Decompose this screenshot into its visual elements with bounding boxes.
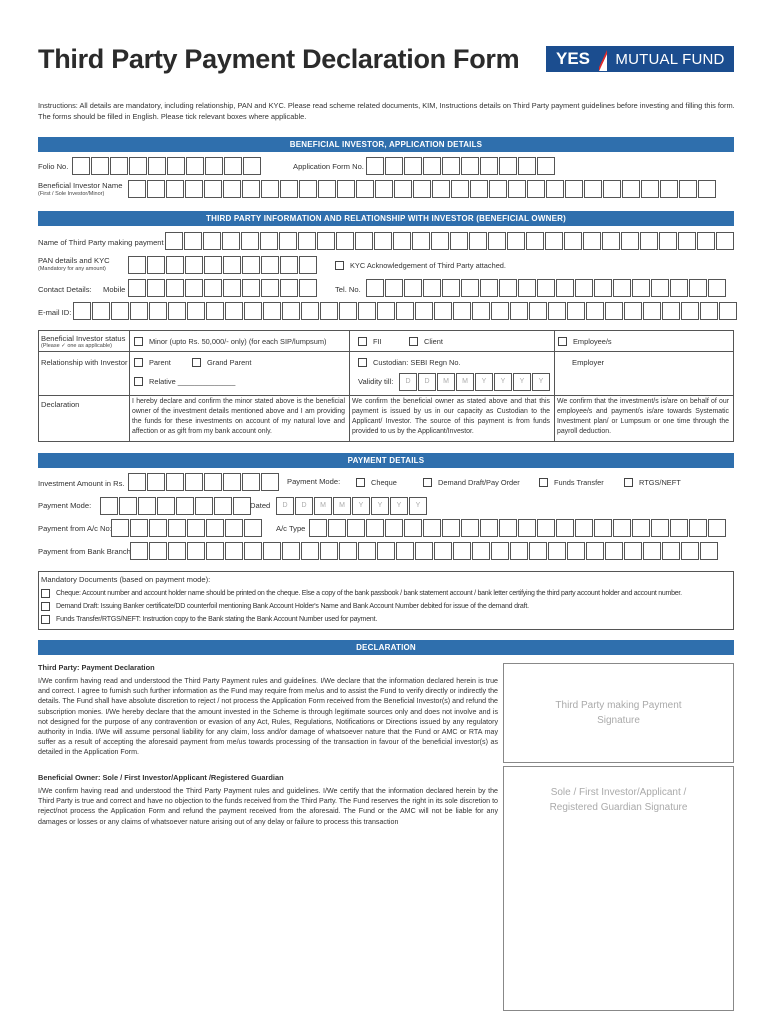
doc-dd-text: Demand Draft: Issuing Banker certificate/DD counterfoil mentioning Bank Account Holder's Name and Bank Account Number debited for issue of the demand draft. bbox=[56, 603, 529, 610]
yes-mutual-fund-logo bbox=[546, 46, 734, 72]
funds-transfer-label: Funds Transfer bbox=[554, 478, 604, 487]
date-char-box[interactable]: M bbox=[333, 497, 351, 515]
mode2-label: Payment Mode: bbox=[38, 501, 92, 510]
from-ac-input[interactable] bbox=[111, 519, 263, 537]
logo-slash-icon bbox=[599, 47, 607, 71]
checkbox-icon[interactable] bbox=[558, 337, 567, 346]
grand-parent-label: Grand Parent bbox=[207, 358, 252, 367]
validity-label: Validity till: bbox=[358, 377, 394, 386]
section-third-party: THIRD PARTY INFORMATION AND RELATIONSHIP WITH INVESTOR (BENEFICIAL OWNER) bbox=[38, 211, 734, 226]
date-char-box[interactable]: Y bbox=[513, 373, 531, 391]
parent-label: Parent bbox=[149, 358, 171, 367]
checkbox-icon[interactable] bbox=[134, 337, 143, 346]
mode-input[interactable] bbox=[100, 497, 252, 515]
ac-type-label: A/c Type bbox=[276, 524, 306, 533]
logo-mutual-fund: MUTUAL FUND bbox=[607, 47, 733, 71]
app-form-label: Application Form No. bbox=[293, 162, 364, 171]
logo-yes: YES bbox=[547, 47, 599, 71]
from-branch-input[interactable] bbox=[130, 542, 719, 560]
pan-input[interactable] bbox=[128, 256, 318, 274]
section-payment-details: PAYMENT DETAILS bbox=[38, 453, 734, 468]
fii-checkbox[interactable] bbox=[358, 337, 382, 346]
investor-signature-box[interactable]: Sole / First Investor/Applicant / Registered Guardian Signature bbox=[503, 766, 734, 1011]
doc-cheque-checkbox[interactable] bbox=[41, 589, 682, 598]
date-char-box[interactable]: D bbox=[418, 373, 436, 391]
dd-checkbox[interactable] bbox=[423, 478, 520, 487]
investor-name-label: Beneficial Investor Name bbox=[38, 181, 123, 190]
page-title: Third Party Payment Declaration Form bbox=[38, 44, 520, 74]
checkbox-icon[interactable] bbox=[41, 602, 50, 611]
date-char-box[interactable]: Y bbox=[390, 497, 408, 515]
amount-label: Investment Amount in Rs. bbox=[38, 479, 125, 488]
validity-date-input[interactable] bbox=[399, 373, 551, 391]
instructions: Instructions: All details are mandatory, including relationship, PAN and KYC. Please read scheme related documents, KIM, Instructions details on Third Party payment guidelines before investing and filling this form. The forms should be filled in English. Please tick relevant boxes where applicable. bbox=[38, 101, 735, 121]
employer-label: Employer bbox=[572, 358, 605, 367]
grand-parent-checkbox[interactable] bbox=[192, 358, 251, 367]
email-label: E-mail ID: bbox=[38, 308, 72, 317]
checkbox-icon[interactable] bbox=[134, 377, 143, 386]
rtgs-checkbox[interactable] bbox=[624, 478, 681, 487]
date-char-box[interactable]: M bbox=[456, 373, 474, 391]
funds-transfer-checkbox[interactable] bbox=[539, 478, 604, 487]
third-party-name-label: Name of Third Party making payment bbox=[38, 238, 164, 247]
pan-label: PAN details and KYC bbox=[38, 256, 110, 265]
cheque-label: Cheque bbox=[371, 478, 397, 487]
tel-input[interactable] bbox=[366, 279, 727, 297]
third-party-name-input[interactable] bbox=[165, 232, 735, 250]
from-branch-label: Payment from Bank Branch bbox=[38, 547, 131, 556]
mode-label: Payment Mode: bbox=[287, 477, 341, 486]
checkbox-icon[interactable] bbox=[335, 261, 344, 270]
date-char-box[interactable]: D bbox=[276, 497, 294, 515]
relative-label: Relative ______________ bbox=[149, 377, 236, 386]
client-label: Client bbox=[424, 337, 443, 346]
date-char-box[interactable]: Y bbox=[352, 497, 370, 515]
date-char-box[interactable]: M bbox=[314, 497, 332, 515]
bo-declaration-text: I/We confirm having read and understood the Third Party Payment rules and guidelines. I/We certify that the information declared herein by the Third Party is true and correct and have no objection to the funds received from the Third Party. The Fund reserves the right in its sole discretion to reject/not process the Application Form and refund the payment received from the aforesaid. The Fund or the AMC will not be liable for any damages or losses or any claims of whatsoever nature arising out of any delay or failure to process this transaction bbox=[38, 787, 498, 826]
custodian-checkbox[interactable] bbox=[358, 358, 461, 367]
docs-title: Mandatory Documents (based on payment mode): bbox=[41, 575, 211, 584]
parent-checkbox[interactable] bbox=[134, 358, 171, 367]
doc-cheque-text: Cheque: Account number and account holder name should be printed on the cheque. Else a copy of the bank passbook / bank statement account / bank letter certifying the third party account holder and account number. bbox=[56, 590, 682, 597]
rtgs-label: RTGS/NEFT bbox=[639, 478, 681, 487]
folio-label: Folio No. bbox=[38, 162, 69, 171]
mobile-label: Mobile bbox=[103, 285, 126, 294]
status-label: Beneficial Investor status bbox=[41, 334, 126, 343]
section-beneficial-investor: BENEFICIAL INVESTOR, APPLICATION DETAILS bbox=[38, 137, 734, 152]
checkbox-icon[interactable] bbox=[624, 478, 633, 487]
declaration-label: Declaration bbox=[41, 400, 80, 409]
checkbox-icon[interactable] bbox=[41, 589, 50, 598]
checkbox-icon[interactable] bbox=[539, 478, 548, 487]
checkbox-icon[interactable] bbox=[423, 478, 432, 487]
status-sub: (Please ✓ one as applicable) bbox=[41, 343, 112, 349]
date-char-box[interactable]: Y bbox=[409, 497, 427, 515]
date-char-box[interactable]: Y bbox=[475, 373, 493, 391]
dated-input[interactable] bbox=[276, 497, 428, 515]
checkbox-icon[interactable] bbox=[134, 358, 143, 367]
minor-declaration: I hereby declare and confirm the minor stated above is the beneficial owner of the investment details mentioned above and I am providing the funds for these investments on account of my natural love and affection or as gift from my bank account only. bbox=[132, 398, 345, 435]
date-char-box[interactable]: D bbox=[399, 373, 417, 391]
app-form-input[interactable] bbox=[366, 157, 556, 175]
tel-label: Tel. No. bbox=[335, 285, 361, 294]
dd-label: Demand Draft/Pay Order bbox=[438, 478, 520, 487]
doc-ft-text: Funds Transfer/RTGS/NEFT: Instruction copy to the Bank stating the Bank Account Number used for payment. bbox=[56, 616, 378, 623]
date-char-box[interactable]: Y bbox=[494, 373, 512, 391]
section-declaration: DECLARATION bbox=[38, 640, 734, 655]
checkbox-icon[interactable] bbox=[358, 337, 367, 346]
client-checkbox[interactable] bbox=[409, 337, 443, 346]
tp-declaration-text: I/We confirm having read and understood the Third Party Payment rules and guidelines. I/We declare that the information declared herein is true and correct. I agree to furnish such further information as the Fund may require from me/us and to assist the Fund to verify directly or indirectly the details. The Fund shall have absolute discretion to reject / not process the Application Form received from the Beneficial Investor(s) and refund the subscription monies. I/We hereby declare that the amount invested in the Scheme is through legitimate sources only and does not involve and is not designed for the purpose of any contravention or evasion of any Act, Rules, Regulations, Notifications or Directions issued by any regulatory authority in India. I/We will assume personal liability for any claim, loss and/or damage of whatsoever nature that the Fund or AMC or RTA may suffer as a result of accepting the aforesaid payment from me/us towards processing of the transaction in favour of the beneficial investor(s) as detailed in the Application Form. bbox=[38, 677, 498, 757]
custodian-declaration: We confirm the beneficial owner as stated above and that this payment is issued by us in our capacity as Custodian to the Applicant/ Investor. The source of this payment is from funds provided to us by the Applicant/Investor. bbox=[352, 398, 550, 435]
folio-input[interactable] bbox=[72, 157, 262, 175]
date-char-box[interactable]: Y bbox=[371, 497, 389, 515]
investor-name-input[interactable] bbox=[128, 180, 717, 198]
minor-checkbox[interactable] bbox=[134, 337, 326, 346]
employee-label: Employee/s bbox=[573, 337, 612, 346]
minor-label: Minor (upto Rs. 50,000/- only) (for each SIP/lumpsum) bbox=[149, 337, 327, 346]
contact-label: Contact Details: bbox=[38, 285, 92, 294]
bo-declaration-heading: Beneficial Owner: Sole / First Investor/Applicant /Registered Guardian bbox=[38, 773, 284, 782]
custodian-label: Custodian: SEBI Regn No. bbox=[373, 358, 461, 367]
doc-dd-checkbox[interactable] bbox=[41, 602, 529, 611]
date-char-box[interactable]: M bbox=[437, 373, 455, 391]
investor-name-sub: (First / Sole Investor/Minor) bbox=[38, 191, 105, 197]
cheque-checkbox[interactable] bbox=[356, 478, 397, 487]
third-party-signature-box[interactable]: Third Party making Payment Signature bbox=[503, 663, 734, 763]
checkbox-icon[interactable] bbox=[192, 358, 201, 367]
date-char-box[interactable]: D bbox=[295, 497, 313, 515]
ac-type-input[interactable] bbox=[309, 519, 727, 537]
checkbox-icon[interactable] bbox=[409, 337, 418, 346]
kyc-ack-checkbox[interactable] bbox=[335, 261, 506, 270]
kyc-ack-label: KYC Acknowledgement of Third Party attached. bbox=[350, 261, 506, 270]
employee-checkbox[interactable] bbox=[558, 337, 612, 346]
tp-declaration-heading: Third Party: Payment Declaration bbox=[38, 663, 155, 672]
dated-label: Dated bbox=[250, 501, 271, 510]
mobile-input[interactable] bbox=[128, 279, 318, 297]
pan-sub: (Mandatory for any amount) bbox=[38, 266, 106, 272]
from-ac-label: Payment from A/c No: bbox=[38, 524, 112, 533]
email-input[interactable] bbox=[73, 302, 738, 320]
relationship-label: Relationship with Investor bbox=[41, 358, 128, 367]
employer-declaration: We confirm that the investment/s is/are on behalf of our employee/s and payment/s is/are towards Systematic Investment plan/ or Lumpsum or one time through the payroll deduction. bbox=[557, 398, 729, 435]
amount-input[interactable] bbox=[128, 473, 280, 491]
checkbox-icon[interactable] bbox=[41, 615, 50, 624]
doc-ft-checkbox[interactable] bbox=[41, 615, 377, 624]
checkbox-icon[interactable] bbox=[356, 478, 365, 487]
date-char-box[interactable]: Y bbox=[532, 373, 550, 391]
fii-label: FII bbox=[373, 337, 382, 346]
relative-checkbox[interactable] bbox=[134, 377, 235, 386]
checkbox-icon[interactable] bbox=[358, 358, 367, 367]
